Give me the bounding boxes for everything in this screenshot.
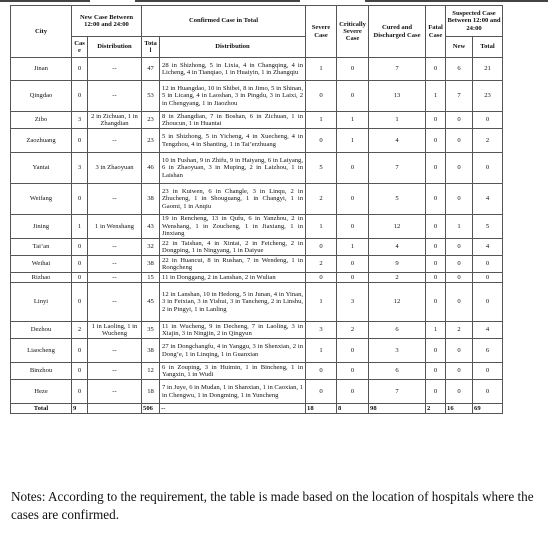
header-cured: Cured and Discharged Case [369, 6, 426, 58]
row-city: Binzhou [11, 363, 72, 380]
row-critical: 0 [337, 215, 369, 239]
row-new-cases: 2 [72, 322, 88, 339]
header-new-case-group: New Case Between 12:00 and 24:00 [72, 6, 142, 37]
row-new-distribution: -- [88, 239, 142, 256]
row-city: Linyi [11, 283, 72, 322]
total-severe: 18 [306, 404, 337, 414]
row-total: 47 [142, 58, 160, 81]
row-new-distribution: -- [88, 256, 142, 273]
row-distribution: 27 in Dongchangfu, 4 in Yanggu, 3 in Shenxian, 2 in Dong’e, 1 in Linqing, 1 in Guanxian [160, 339, 306, 363]
top-border [0, 0, 548, 4]
row-total: 32 [142, 239, 160, 256]
row-suspected-total: 0 [473, 363, 503, 380]
row-suspected-new: 0 [446, 363, 473, 380]
row-cured: 6 [369, 363, 426, 380]
table-row [11, 339, 531, 363]
row-critical: 0 [337, 256, 369, 273]
row-new-distribution: 2 in Zichuan, 1 in Zhangdian [88, 112, 142, 129]
notes-paragraph: Notes: According to the requirement, the table is made based on the location of hospitals where the cases are confirmed. [11, 489, 534, 522]
row-city: Liaocheng [11, 339, 72, 363]
row-total: 35 [142, 322, 160, 339]
header-critical: Critically Severe Case [337, 6, 369, 58]
row-city: Weifang [11, 184, 72, 215]
row-new-cases: 0 [72, 81, 88, 112]
row-cured: 4 [369, 129, 426, 153]
row-new-cases: 0 [72, 339, 88, 363]
row-severe: 1 [306, 215, 337, 239]
table-row [11, 81, 531, 112]
row-suspected-new: 6 [446, 58, 473, 81]
row-distribution: 5 in Shizhong, 5 in Yicheng, 4 in Xuecheng, 4 in Tengzhou, 4 in Shanting, 1 in Tai’erzhuang [160, 129, 306, 153]
row-suspected-total: 0 [473, 256, 503, 273]
row-distribution: 6 in Zouping, 3 in Huimin, 1 in Bincheng, 1 in Yangxin, 1 in Wudi [160, 363, 306, 380]
row-city: Tai’an [11, 239, 72, 256]
header-severe: Severe Case [306, 6, 337, 58]
total-new-cases: 9 [72, 404, 88, 414]
row-severe: 0 [306, 81, 337, 112]
table-row [11, 363, 531, 380]
row-suspected-total: 4 [473, 239, 503, 256]
row-fatal: 0 [426, 283, 446, 322]
row-total: 23 [142, 129, 160, 153]
row-suspected-total: 5 [473, 215, 503, 239]
row-critical: 1 [337, 129, 369, 153]
row-critical: 3 [337, 283, 369, 322]
row-severe: 2 [306, 184, 337, 215]
row-distribution: 10 in Fushan, 9 in Zhifu, 9 in Haiyang, 6 in Laiyang, 6 in Zhaoyuan, 3 in Muping, 2 in Laizhou, 1 in Laishan [160, 153, 306, 184]
row-suspected-total: 0 [473, 380, 503, 404]
row-city: Zaozhuang [11, 129, 72, 153]
row-new-cases: 0 [72, 58, 88, 81]
row-fatal: 0 [426, 215, 446, 239]
row-new-cases: 3 [72, 153, 88, 184]
header-new-cases: Cas e [72, 37, 88, 58]
row-total: 23 [142, 112, 160, 129]
table-row [11, 112, 531, 129]
row-critical: 0 [337, 184, 369, 215]
row-fatal: 1 [426, 81, 446, 112]
row-critical: 0 [337, 273, 369, 283]
row-cured: 12 [369, 283, 426, 322]
total-label: Total [11, 404, 72, 414]
table-body [11, 58, 531, 404]
table-row [11, 184, 531, 215]
row-suspected-total: 0 [473, 153, 503, 184]
row-distribution: 12 in Huangdao, 10 in Shibei, 8 in Jimo, 5 in Shinan, 5 in Licang, 4 in Laoshan, 3 in Pingdu, 3 in Laixi, 2 in Chengyang, 1 in Jiaozhou [160, 81, 306, 112]
row-city: Jinan [11, 58, 72, 81]
row-fatal: 0 [426, 256, 446, 273]
table-row [11, 273, 531, 283]
row-critical: 0 [337, 339, 369, 363]
row-distribution: 12 in Lanshan, 10 in Hedong, 5 in Junan, 4 in Yinan, 3 in Feixian, 3 in Yishui, 3 in Tancheng, 2 in Linshu, 2 in Pingyi, 1 in Lanling [160, 283, 306, 322]
row-suspected-new: 0 [446, 153, 473, 184]
row-fatal: 0 [426, 273, 446, 283]
header-suspected-total: Total [473, 37, 503, 58]
row-cured: 4 [369, 239, 426, 256]
row-total: 45 [142, 283, 160, 322]
row-severe: 1 [306, 339, 337, 363]
row-total: 43 [142, 215, 160, 239]
row-total: 15 [142, 273, 160, 283]
row-distribution: 7 in Juye, 6 in Mudan, 1 in Shanxian, 1 in Caoxian, 1 in Chengwu, 1 in Dongming, 1 in Yuncheng [160, 380, 306, 404]
row-fatal: 0 [426, 112, 446, 129]
row-city: Yantai [11, 153, 72, 184]
row-fatal: 0 [426, 339, 446, 363]
row-critical: 0 [337, 81, 369, 112]
row-new-cases: 0 [72, 380, 88, 404]
table-row [11, 58, 531, 81]
row-distribution: 23 in Kuiwen, 6 in Changle, 3 in Linqu, 2 in Zhucheng, 1 in Shouguang, 1 in Changyi, 1 in Gaomi, 1 in Anqiu [160, 184, 306, 215]
row-new-cases: 0 [72, 273, 88, 283]
row-city: Qingdao [11, 81, 72, 112]
row-distribution: 11 in Donggang, 2 in Lanshan, 2 in Wulian [160, 273, 306, 283]
row-cured: 7 [369, 380, 426, 404]
table-row [11, 239, 531, 256]
row-total: 38 [142, 256, 160, 273]
row-severe: 0 [306, 129, 337, 153]
row-critical: 0 [337, 58, 369, 81]
table-row [11, 129, 531, 153]
row-new-cases: 0 [72, 184, 88, 215]
row-city: Rizhao [11, 273, 72, 283]
table-row [11, 380, 531, 404]
row-critical: 0 [337, 380, 369, 404]
row-distribution: 8 in Zhangdian, 7 in Boshan, 6 in Zichuan, 1 in Zhoucun, 1 in Huantai [160, 112, 306, 129]
total-distribution: -- [160, 404, 306, 414]
row-severe: 0 [306, 380, 337, 404]
row-cured: 7 [369, 58, 426, 81]
row-new-distribution: -- [88, 380, 142, 404]
header-city: City [11, 6, 72, 58]
row-total: 38 [142, 339, 160, 363]
row-severe: 0 [306, 239, 337, 256]
row-distribution: 28 in Shizhong, 5 in Lixia, 4 in Changqing, 4 in Licheng, 4 in Tianqiao, 1 in Huaiyin, 1 in Zhangqiu [160, 58, 306, 81]
total-suspected-new: 16 [446, 404, 473, 414]
row-fatal: 0 [426, 129, 446, 153]
row-new-distribution: -- [88, 184, 142, 215]
row-severe: 2 [306, 256, 337, 273]
row-suspected-total: 0 [473, 283, 503, 322]
row-suspected-total: 0 [473, 273, 503, 283]
row-critical: 0 [337, 363, 369, 380]
row-fatal: 0 [426, 363, 446, 380]
row-suspected-new: 0 [446, 339, 473, 363]
row-severe: 1 [306, 58, 337, 81]
row-suspected-new: 2 [446, 322, 473, 339]
row-total: 46 [142, 153, 160, 184]
row-severe: 0 [306, 273, 337, 283]
row-fatal: 0 [426, 153, 446, 184]
row-severe: 1 [306, 112, 337, 129]
total-critical: 8 [337, 404, 369, 414]
row-suspected-total: 6 [473, 339, 503, 363]
row-critical: 0 [337, 153, 369, 184]
row-severe: 3 [306, 322, 337, 339]
row-city: Heze [11, 380, 72, 404]
row-cured: 5 [369, 184, 426, 215]
row-suspected-new: 7 [446, 81, 473, 112]
row-distribution: 11 in Wucheng, 9 in Decheng, 7 in Laoling, 3 in Xiajin, 3 in Ningjin, 2 in Qingyun [160, 322, 306, 339]
row-suspected-new: 0 [446, 112, 473, 129]
row-suspected-total: 2 [473, 129, 503, 153]
header-distribution: Distribution [160, 37, 306, 58]
row-new-cases: 0 [72, 283, 88, 322]
row-city: Zibo [11, 112, 72, 129]
row-suspected-new: 0 [446, 184, 473, 215]
total-confirmed: 506 [142, 404, 160, 414]
row-suspected-new: 0 [446, 380, 473, 404]
row-fatal: 0 [426, 184, 446, 215]
header-new-distribution: Distribution [88, 37, 142, 58]
header-suspected-group: Suspected Case Between 12:00 and 24:00 [446, 6, 503, 37]
row-fatal: 1 [426, 322, 446, 339]
row-distribution: 19 in Rencheng, 13 in Qufu, 6 in Yanzhou, 2 in Wenshang, 1 in Zoucheng, 1 in Jiaxiang, 1 in Jinxiang [160, 215, 306, 239]
row-total: 12 [142, 363, 160, 380]
row-severe: 1 [306, 283, 337, 322]
row-city: Dezhou [11, 322, 72, 339]
row-cured: 9 [369, 256, 426, 273]
row-total: 38 [142, 184, 160, 215]
row-distribution: 22 in Taishan, 4 in Xintai, 2 in Feicheng, 2 in Dongping, 1 in Ningyang, 1 in Daiyue [160, 239, 306, 256]
row-total: 18 [142, 380, 160, 404]
total-row [11, 404, 531, 414]
row-fatal: 0 [426, 239, 446, 256]
table-row [11, 215, 531, 239]
row-cured: 1 [369, 112, 426, 129]
total-fatal: 2 [426, 404, 446, 414]
row-new-cases: 3 [72, 112, 88, 129]
row-cured: 2 [369, 273, 426, 283]
row-distribution: 22 in Huancui, 8 in Rushan, 7 in Wendeng, 1 in Rongcheng [160, 256, 306, 273]
row-fatal: 0 [426, 380, 446, 404]
table-row [11, 283, 531, 322]
row-new-cases: 0 [72, 363, 88, 380]
row-new-distribution: 1 in Laoling, 1 in Wucheng [88, 322, 142, 339]
table-row [11, 256, 531, 273]
row-severe: 5 [306, 153, 337, 184]
row-new-cases: 0 [72, 256, 88, 273]
row-new-distribution: 1 in Wenshang [88, 215, 142, 239]
row-cured: 12 [369, 215, 426, 239]
row-new-distribution: -- [88, 339, 142, 363]
row-suspected-new: 1 [446, 215, 473, 239]
header-confirmed-group: Confirmed Case in Total [142, 6, 306, 37]
row-suspected-total: 4 [473, 184, 503, 215]
row-city: Weihai [11, 256, 72, 273]
row-critical: 1 [337, 239, 369, 256]
total-suspected-total: 69 [473, 404, 503, 414]
row-suspected-new: 0 [446, 273, 473, 283]
row-new-cases: 1 [72, 215, 88, 239]
total-new-distribution [88, 404, 142, 414]
row-critical: 1 [337, 112, 369, 129]
header-suspected-new: New [446, 37, 473, 58]
row-cured: 13 [369, 81, 426, 112]
table-row [11, 322, 531, 339]
row-critical: 2 [337, 322, 369, 339]
cases-table [10, 5, 531, 414]
row-city: Jining [11, 215, 72, 239]
row-new-distribution: -- [88, 283, 142, 322]
header-total: Tota l [142, 37, 160, 58]
header-fatal: Fatal Case [426, 6, 446, 58]
table-header [11, 6, 531, 58]
row-new-distribution: 3 in Zhaoyuan [88, 153, 142, 184]
row-suspected-new: 0 [446, 239, 473, 256]
row-total: 53 [142, 81, 160, 112]
row-new-cases: 0 [72, 239, 88, 256]
row-suspected-total: 4 [473, 322, 503, 339]
row-suspected-new: 0 [446, 283, 473, 322]
row-new-distribution: -- [88, 363, 142, 380]
row-suspected-total: 23 [473, 81, 503, 112]
table-row [11, 153, 531, 184]
row-suspected-new: 0 [446, 256, 473, 273]
row-fatal: 0 [426, 58, 446, 81]
row-new-distribution: -- [88, 81, 142, 112]
row-suspected-total: 0 [473, 112, 503, 129]
row-suspected-new: 0 [446, 129, 473, 153]
total-cured: 98 [369, 404, 426, 414]
row-severe: 0 [306, 363, 337, 380]
row-new-distribution: -- [88, 129, 142, 153]
row-cured: 6 [369, 322, 426, 339]
row-cured: 3 [369, 339, 426, 363]
row-cured: 7 [369, 153, 426, 184]
row-new-distribution: -- [88, 273, 142, 283]
row-new-cases: 0 [72, 129, 88, 153]
row-new-distribution: -- [88, 58, 142, 81]
row-suspected-total: 21 [473, 58, 503, 81]
